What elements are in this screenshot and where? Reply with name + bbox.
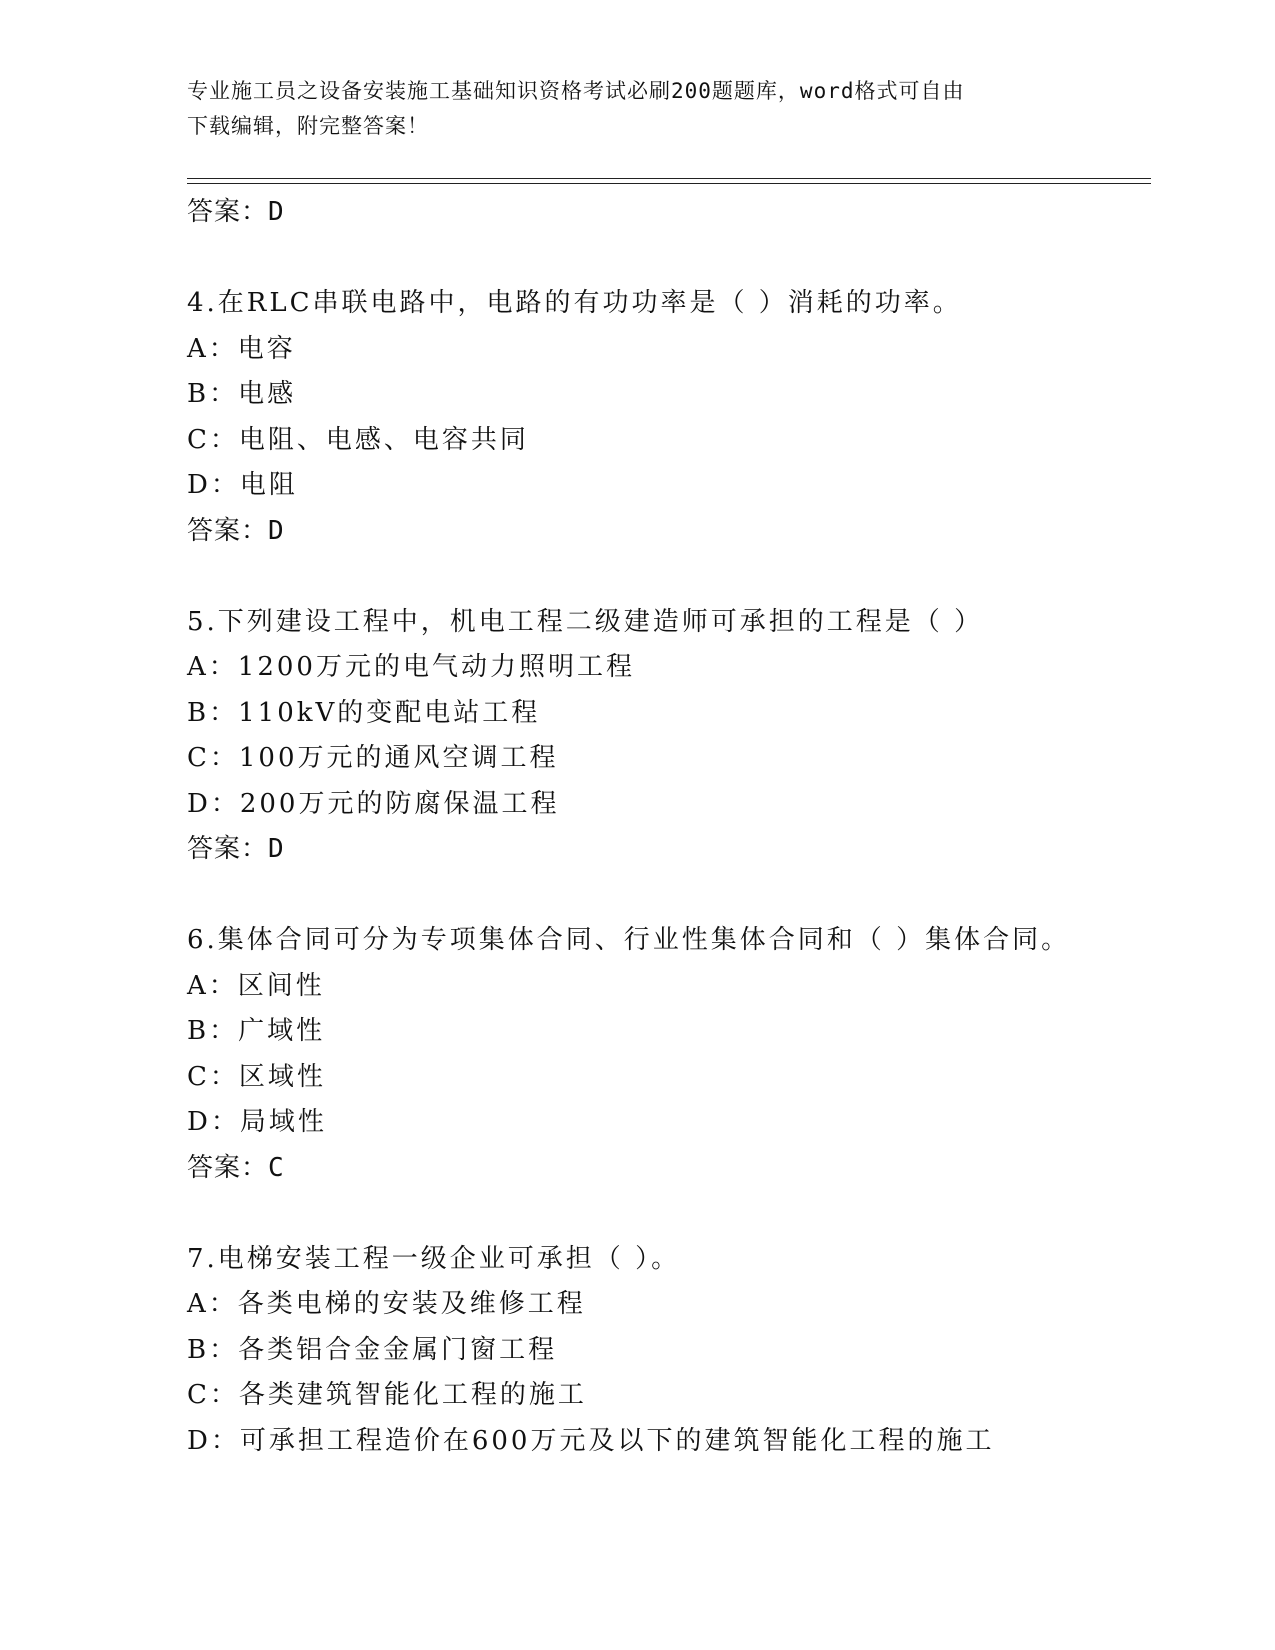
option-b: B：电感 [187,379,297,409]
option-c: C：电阻、电感、电容共同 [187,424,529,455]
option-d: D：可承担工程造价在600万元及以下的建筑智能化工程的施工 [187,1425,995,1456]
header-line-2: 下载编辑，附完整答案！ [187,114,429,138]
option-a: A：1200万元的电气动力照明工程 [187,652,635,682]
option-d: D：200万元的防腐保温工程 [187,788,560,819]
question-stem: 7.电梯安装工程一级企业可承担（ ）。 [187,1243,681,1274]
option-a: A：区间性 [187,970,325,1001]
answer-prev: 答案：D [187,197,285,227]
spacer [187,554,1151,600]
question-4 [187,281,1151,554]
option-a: A：电容 [187,333,296,364]
option-b: B：110kV的变配电站工程 [187,697,541,728]
header-line-1: 专业施工员之设备安装施工基础知识资格考试必刷200题题库，word格式可自由 [187,79,965,103]
header-divider-top [187,178,1151,179]
question-stem: 6.集体合同可分为专项集体合同、行业性集体合同和（ ）集体合同。 [187,925,1071,955]
document-body [187,190,1151,1464]
answer: 答案：D [187,834,285,864]
answer: 答案：C [187,1152,285,1183]
option-d: D：局域性 [187,1107,327,1137]
question-stem: 4.在RLC串联电路中，电路的有功功率是（ ）消耗的功率。 [187,288,962,318]
option-b: B：广域性 [187,1016,326,1046]
question-6 [187,918,1151,1191]
question-5 [187,600,1151,873]
document-header [187,74,1067,144]
question-7 [187,1237,1151,1465]
question-stem: 5.下列建设工程中，机电工程二级建造师可承担的工程是（ ） [187,606,984,637]
option-b: B：各类铝合金金属门窗工程 [187,1334,558,1365]
option-a: A：各类电梯的安装及维修工程 [187,1289,586,1319]
spacer [187,873,1151,919]
option-d: D：电阻 [187,470,298,500]
option-c: C：区域性 [187,1061,326,1092]
header-divider-bottom [187,183,1151,184]
option-c: C：各类建筑智能化工程的施工 [187,1380,587,1410]
answer: 答案：D [187,515,285,546]
spacer [187,236,1151,282]
option-c: C：100万元的通风空调工程 [187,743,559,773]
spacer [187,1191,1151,1237]
